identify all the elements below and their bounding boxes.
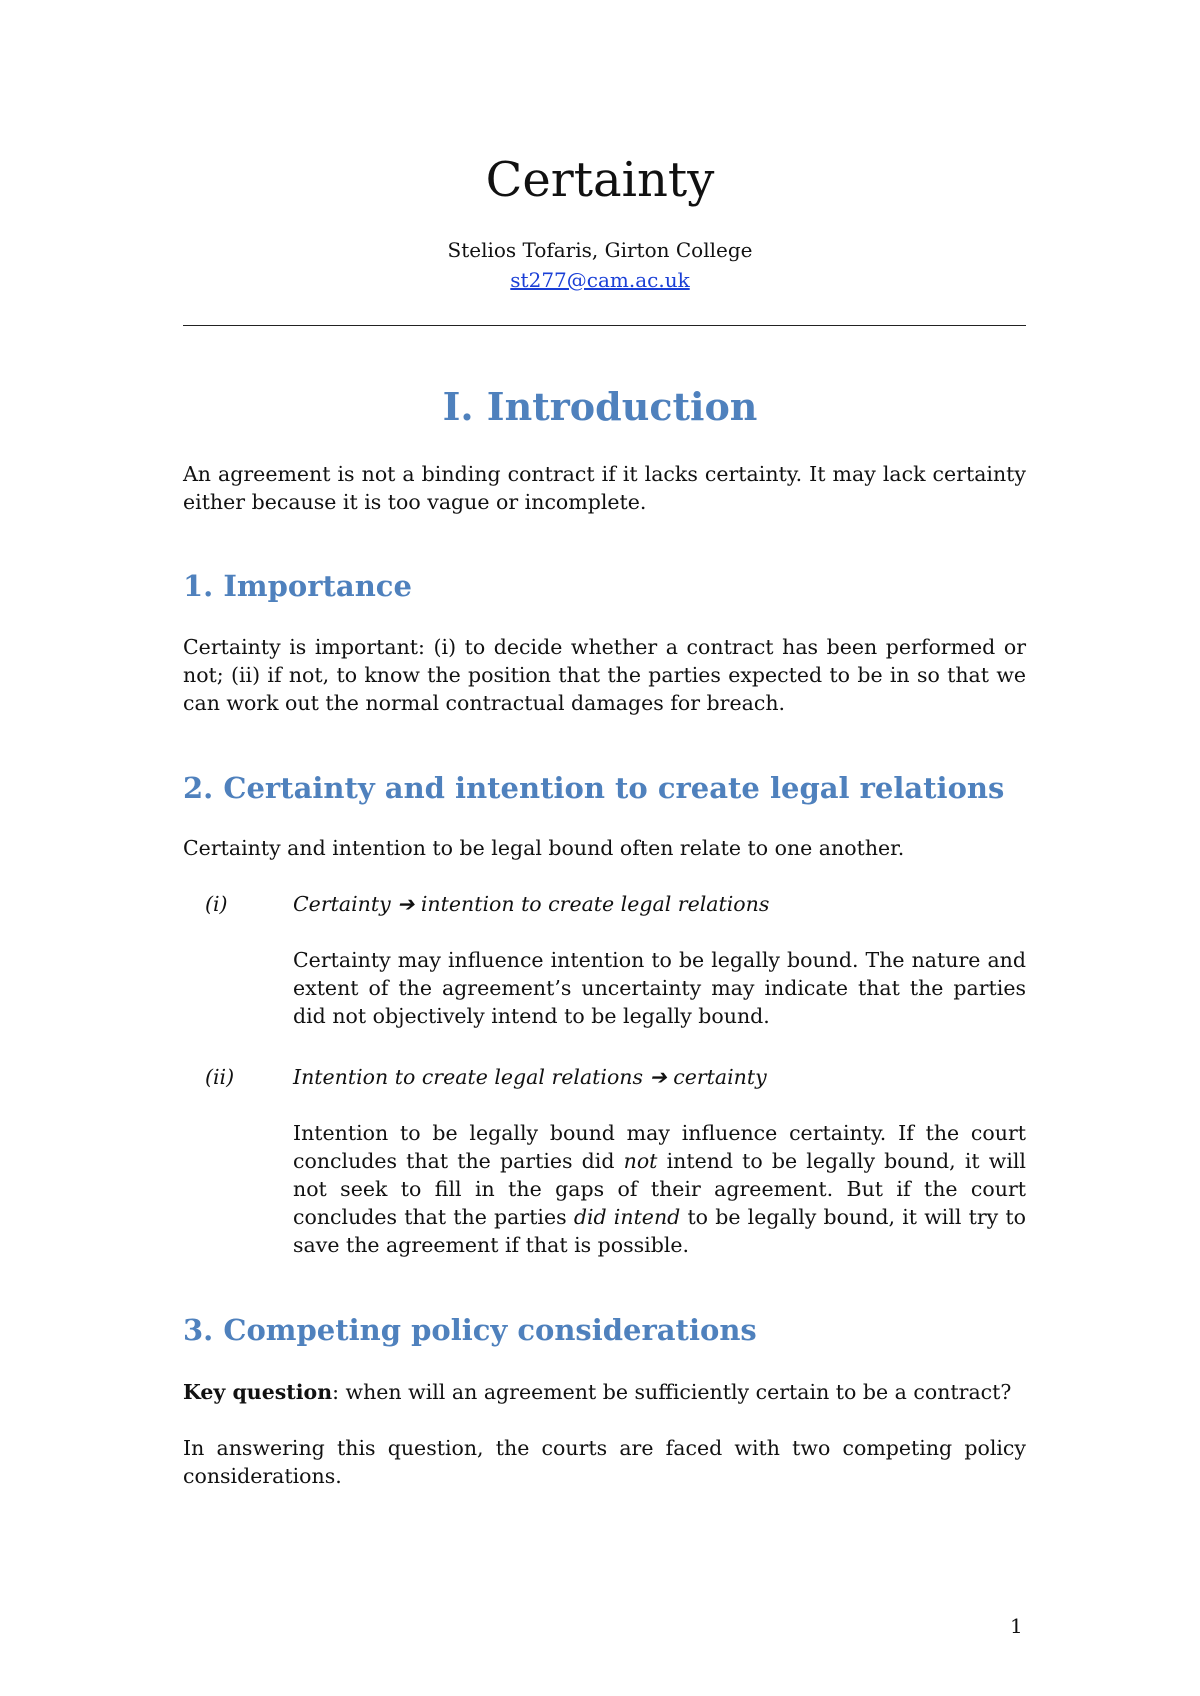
emphasis-not: not <box>623 1149 658 1173</box>
item-number-ii: (ii) <box>205 1065 235 1089</box>
importance-paragraph: Certainty is important: (i) to decide whether a contract has been performed or not; (ii) if not, to know the position that the parties expected to be in so that we can work out the normal contractual damages for breach. <box>183 635 1026 715</box>
item-title-ii: Intention to create legal relations ➔ certainty <box>293 1065 767 1089</box>
item-number-i: (i) <box>205 892 228 916</box>
key-question-line: Key question: when will an agreement be sufficiently certain to be a contract? <box>183 1380 1012 1404</box>
horizontal-rule <box>183 325 1026 326</box>
emphasis-did-intend: did intend <box>573 1205 681 1229</box>
item-title-i: Certainty ➔ intention to create legal relations <box>293 892 770 916</box>
key-question-label: Key question <box>183 1380 333 1404</box>
arrow-icon: ➔ <box>649 1065 667 1089</box>
heading-competing-policy: 3. Competing policy considerations <box>183 1313 757 1347</box>
email-link[interactable]: st277@cam.ac.uk <box>510 268 690 292</box>
page-number: 1 <box>1010 1614 1023 1638</box>
document-title: Certainty <box>485 152 715 208</box>
policy-paragraph: In answering this question, the courts are faced with two competing policy considerations. <box>183 1436 1026 1488</box>
intro-paragraph: An agreement is not a binding contract if it lacks certainty. It may lack certainty either because it is too vague or incomplete. <box>183 462 1026 514</box>
email-line <box>0 266 1200 294</box>
item-body-ii: Intention to be legally bound may influence certainty. If the court concludes that the parties did not intend to be legally bound, it will not seek to fill in the gaps of their agreement. But if the court concludes that the parties did intend to be legally bound, it will try to save the agreement if that is possible. <box>293 1121 1026 1257</box>
intention-paragraph: Certainty and intention to be legal bound often relate to one another. <box>183 836 905 860</box>
item-body-i: Certainty may influence intention to be legally bound. The nature and extent of the agreement’s uncertainty may indicate that the parties did not objectively intend to be legally bound. <box>293 948 1026 1028</box>
author-line: Stelios Tofaris, Girton College <box>447 238 753 262</box>
heading-importance: 1. Importance <box>183 569 412 603</box>
heading-introduction: I. Introduction <box>442 384 758 429</box>
arrow-icon: ➔ <box>397 892 415 916</box>
heading-certainty-intention: 2. Certainty and intention to create legal relations <box>183 771 1005 805</box>
